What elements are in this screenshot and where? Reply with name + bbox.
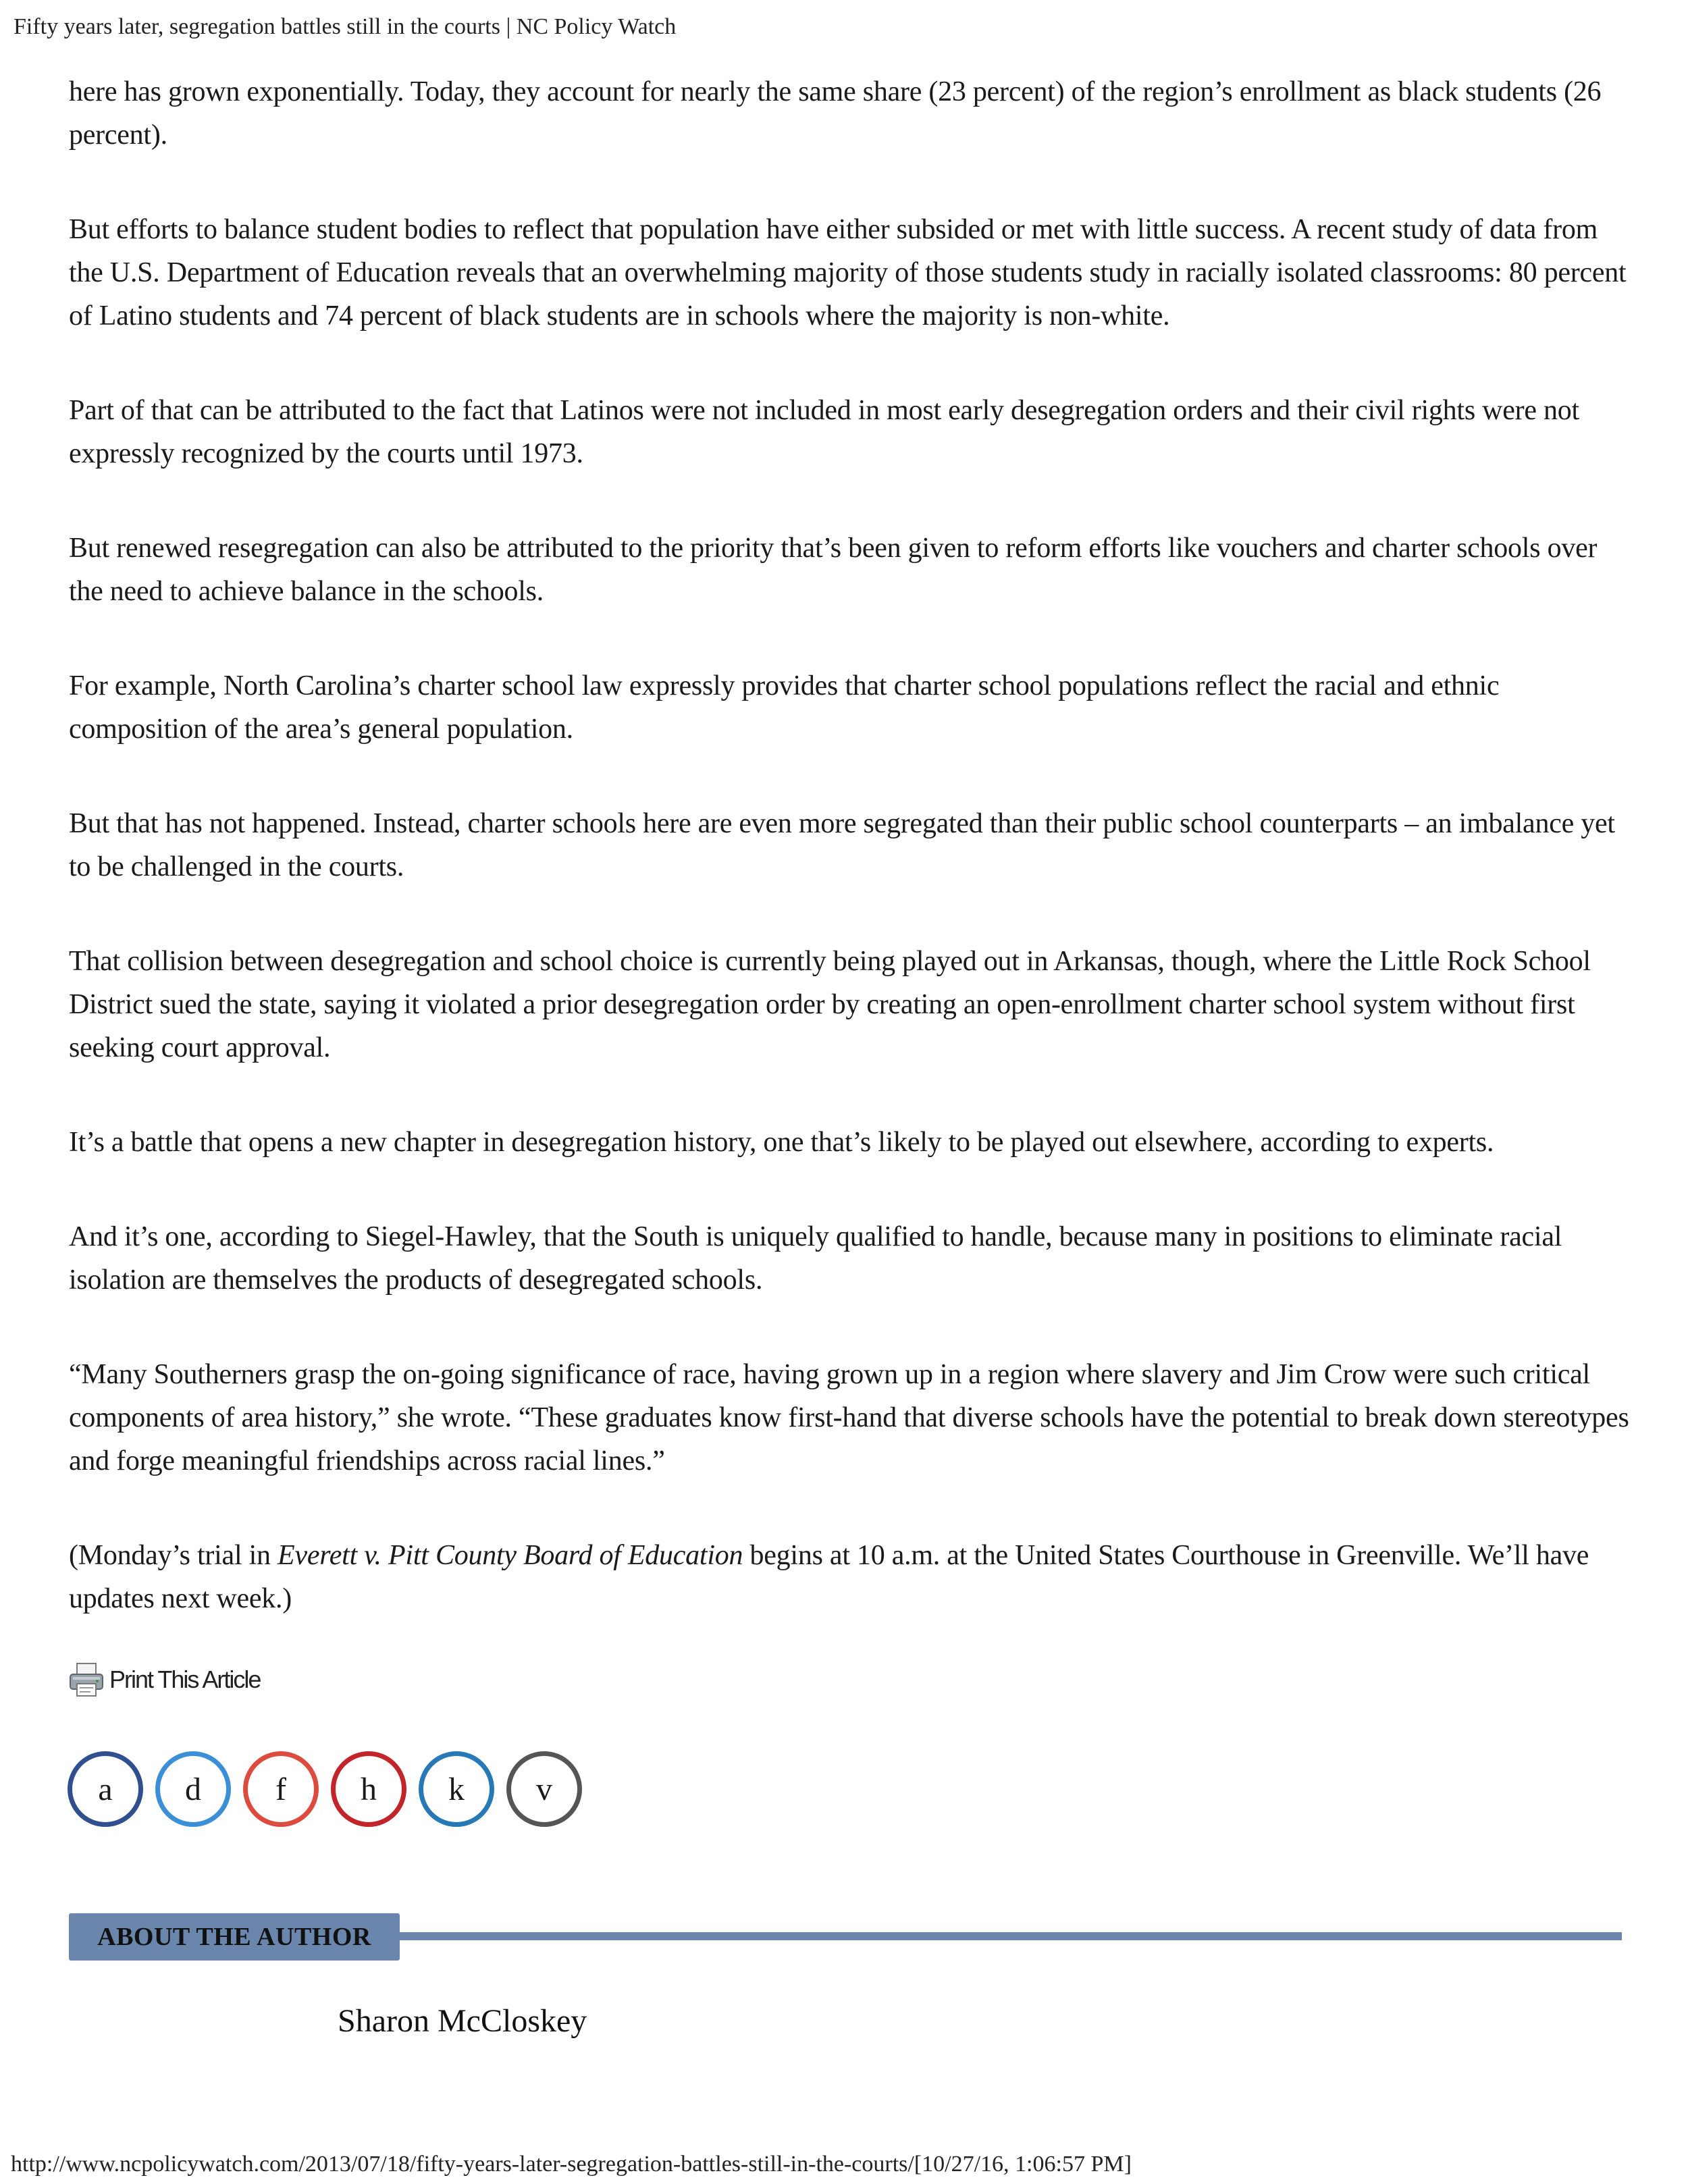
print-article-label: Print This Article: [109, 1666, 261, 1693]
page-title: Fifty years later, segregation battles still in the courts | NC Policy Watch: [14, 14, 677, 39]
closing-text-after: begins at 10 a.m. at the United States Courthouse in Greenville. We’ll have updates next week.): [69, 1540, 1589, 1614]
share-buttons: [68, 1751, 594, 1827]
article-paragraph: But efforts to balance student bodies to reflect that population have either subsided or met with little success. A recent study of data from the U.S. Department of Education reveals that an overwhelming majority of those students study in racially isolated classrooms: 80 percent of Latino students and 74 percent of black students are in schools where the majority is non-white.: [69, 214, 1627, 331]
article-paragraph: But that has not happened. Instead, charter schools here are even more segregated than their public school counterparts – an imbalance yet to be challenged in the courts.: [69, 808, 1615, 882]
article-paragraph: Part of that can be attributed to the fact that Latinos were not included in most early desegregation orders and their civil rights were not expressly recognized by the courts until 1973.: [69, 395, 1579, 469]
share-button-k[interactable]: k: [419, 1751, 494, 1827]
article-paragraph: “Many Southerners grasp the on-going significance of race, having grown up in a region where slavery and Jim Crow were such critical components of area history,” she wrote. “These graduates know first-hand that diverse schools have the potential to break down stereotypes and forge meaningful friendships across racial lines.”: [69, 1359, 1629, 1476]
article-paragraph: That collision between desegregation and school choice is currently being played out in Arkansas, though, where the Little Rock School District sued the state, saying it violated a prior desegregation order by creating an open-enrollment charter school system without first seeking court approval.: [69, 946, 1591, 1063]
case-name: Everett v. Pitt County Board of Education: [278, 1540, 743, 1571]
share-button-a[interactable]: a: [68, 1751, 143, 1827]
article-paragraph: And it’s one, according to Siegel-Hawley, that the South is uniquely qualified to handle, because many in positions to eliminate racial isolation are themselves the products of desegregated schools.: [69, 1221, 1562, 1296]
article-paragraph: here has grown exponentially. Today, they account for nearly the same share (23 percent) of the region’s enrollment as black students (26 percent).: [69, 76, 1602, 151]
article-paragraph: It’s a battle that opens a new chapter in desegregation history, one that’s likely to be played out elsewhere, according to experts.: [69, 1127, 1494, 1158]
about-the-author-section: [69, 1913, 1622, 1961]
printer-icon: [68, 1661, 105, 1699]
author-name: Sharon McCloskey: [338, 2003, 587, 2039]
share-button-f[interactable]: f: [243, 1751, 319, 1827]
article-paragraph: But renewed resegregation can also be attributed to the priority that’s been given to reform efforts like vouchers and charter schools over the need to achieve balance in the schools.: [69, 533, 1598, 607]
about-author-heading: ABOUT THE AUTHOR: [69, 1913, 400, 1961]
share-button-h[interactable]: h: [331, 1751, 406, 1827]
article-body: [69, 70, 1635, 1672]
section-divider: [400, 1932, 1622, 1940]
article-paragraph: For example, North Carolina’s charter school law expressly provides that charter school populations reflect the racial and ethnic composition of the area’s general population.: [69, 670, 1500, 745]
closing-text-before: (Monday’s trial in: [69, 1540, 278, 1571]
share-button-v[interactable]: v: [506, 1751, 582, 1827]
share-button-d[interactable]: d: [155, 1751, 231, 1827]
page-url-footer: http://www.ncpolicywatch.com/2013/07/18/fifty-years-later-segregation-battles-still-in-the-courts/[10/27/16, 1:06:57 PM]: [11, 2152, 1132, 2177]
article-closing-paragraph: [69, 1534, 1635, 1620]
print-article-link[interactable]: [68, 1659, 260, 1700]
